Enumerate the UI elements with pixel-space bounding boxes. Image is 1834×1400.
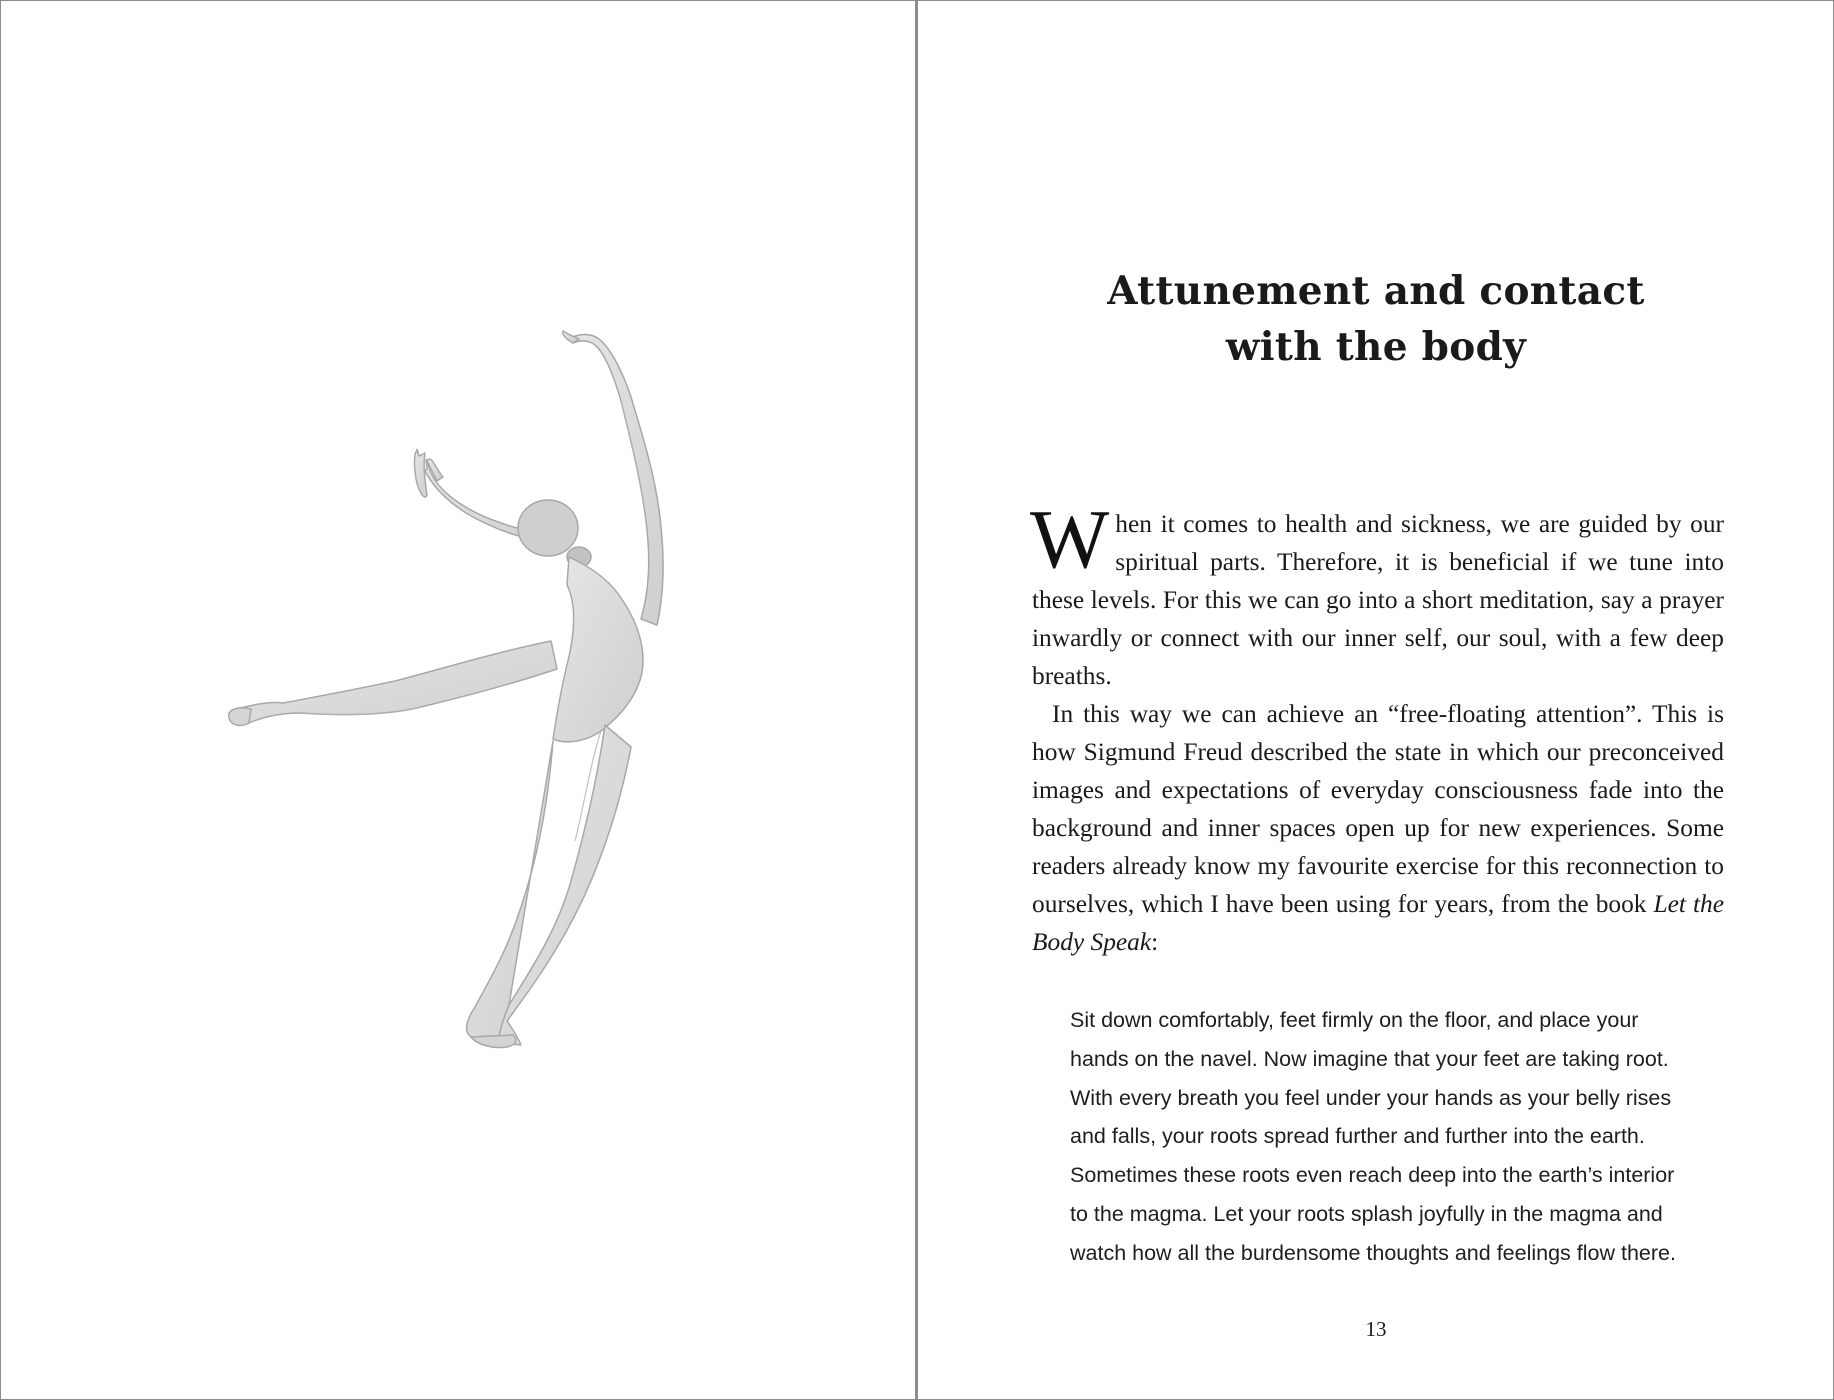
- page-number: 13: [1365, 1317, 1387, 1341]
- chapter-title: [919, 263, 1833, 375]
- chapter-title-line-2: with the body: [1225, 324, 1527, 370]
- right-page: [919, 1, 1833, 1399]
- left-page: [1, 1, 915, 1399]
- paragraph-2-end: :: [1151, 928, 1159, 956]
- exercise-line: With every breath you feel under your hands as your belly rises: [1070, 1085, 1672, 1110]
- drop-cap: W: [1030, 493, 1110, 586]
- exercise-line: and falls, your roots spread further and further into the earth.: [1070, 1124, 1645, 1149]
- exercise-line: Sometimes these roots even reach deep into the earth’s interior: [1070, 1163, 1675, 1188]
- exercise-line: hands on the navel. Now imagine that your feet are taking root.: [1070, 1046, 1669, 1071]
- exercise-line: watch how all the burdensome thoughts and feelings flow there.: [1070, 1240, 1676, 1265]
- exercise-line: to the magma. Let your roots splash joyfully in the magma and: [1070, 1201, 1663, 1226]
- paragraph-1-text: hen it comes to health and sickness, we are guided by our spiritual parts. Therefore, it is beneficial if we tune into these levels. For this we can go into a short meditation, say a prayer inwardly or connect with our inner self, our soul, with a few deep breaths.: [1032, 510, 1724, 690]
- chapter-title-line-1: Attunement and contact: [1107, 268, 1645, 314]
- exercise-block: [1070, 1001, 1730, 1273]
- paragraph-2: [1032, 695, 1724, 961]
- exercise-line: Sit down comfortably, feet firmly on the floor, and place your: [1070, 1008, 1639, 1032]
- paragraph-2-text: In this way we can achieve an “free-floating attention”. This is how Sigmund Freud described the state in which our preconceived images and expectations of everyday consciousness fade into the background and inner spaces open up for new experiences. Some readers already know my favourite exercise for this reconnection to ourselves, which I have been using for years, from the book: [1032, 700, 1724, 918]
- paragraph-1: [1030, 493, 1724, 695]
- book-gutter: [915, 1, 918, 1399]
- dancer-silhouette-icon: [221, 321, 701, 1061]
- book-title: Let the Body Speak: [1032, 890, 1724, 956]
- body-text: [1030, 493, 1724, 961]
